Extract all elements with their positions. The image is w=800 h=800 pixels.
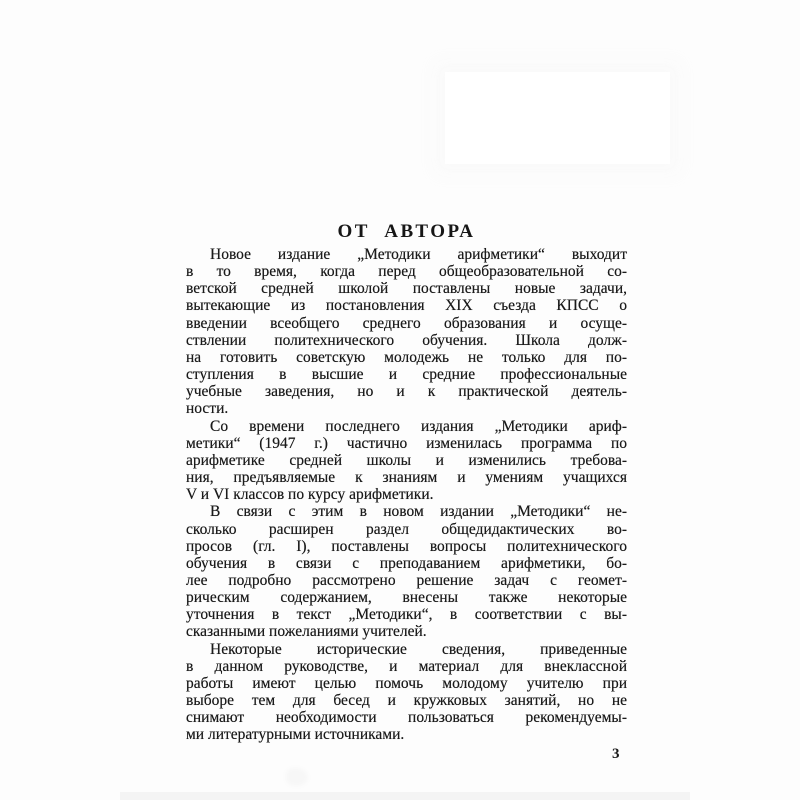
text-line: ветской средней школой поставлены новые задачи, <box>186 280 627 298</box>
text-line: рическим содержанием, внесены также некоторые <box>186 589 627 607</box>
text-line: работы имеют целью помочь молодому учителю при <box>186 674 627 692</box>
body-text <box>186 246 627 744</box>
text-line: метики“ (1947 г.) частично изменилась программа по <box>186 434 627 452</box>
text-line: сколько расширен раздел общедидактических во- <box>186 520 627 538</box>
page-number: 3 <box>612 746 620 762</box>
page-edge-shadow <box>120 792 690 800</box>
text-line: учебные заведения, но и к практической деятель- <box>186 383 627 401</box>
text-line: Со времени последнего издания „Методики ариф- <box>210 417 627 435</box>
text-line: вытекающие из постановления XIX съезда КПСС о <box>186 297 627 315</box>
text-line: ствлении политехнического обучения. Школа долж- <box>186 331 627 349</box>
scan-smudge <box>286 768 308 786</box>
text-line: ступления в высшие и средние профессиональные <box>186 366 627 384</box>
text-line: сказанными пожеланиями учителей. <box>186 623 427 641</box>
text-line: снимают необходимости пользоваться рекомендуемы- <box>186 709 627 727</box>
page-title: ОТ АВТОРА <box>337 220 476 242</box>
text-line: выборе тем для бесед и кружковых занятий, но не <box>186 692 627 710</box>
scan-artifact <box>445 72 670 164</box>
text-line: на готовить советскую молодежь не только для по- <box>186 348 627 366</box>
text-line: просов (гл. I), поставлены вопросы политехнического <box>186 537 627 555</box>
text-line: обучения в связи с преподаванием арифметики, бо- <box>186 554 627 572</box>
text-line: V и VI классов по курсу арифметики. <box>186 486 434 504</box>
text-line: ности. <box>186 400 229 418</box>
text-line: В связи с этим в новом издании „Методики“ не- <box>210 503 627 521</box>
text-line: Новое издание „Методики арифметики“ выходит <box>210 246 627 263</box>
text-line: лее подробно рассмотрено решение задач с геомет- <box>186 571 627 589</box>
text-line: ния, предъявляемые к знаниям и умениям учащихся <box>186 469 627 487</box>
text-line: ми литературными источниками. <box>186 726 405 744</box>
text-line: введении всеобщего среднего образования и осуще- <box>186 314 627 332</box>
text-line: в данном руководстве, и материал для внеклассной <box>186 657 627 675</box>
text-line: уточнения в текст „Методики“, в соответствии с вы- <box>186 606 627 624</box>
text-line: Некоторые исторические сведения, приведенные <box>210 640 627 658</box>
text-line: арифметике средней школы и изменились требова- <box>186 451 627 469</box>
text-line: в то время, когда перед общеобразовательной со- <box>186 263 627 281</box>
